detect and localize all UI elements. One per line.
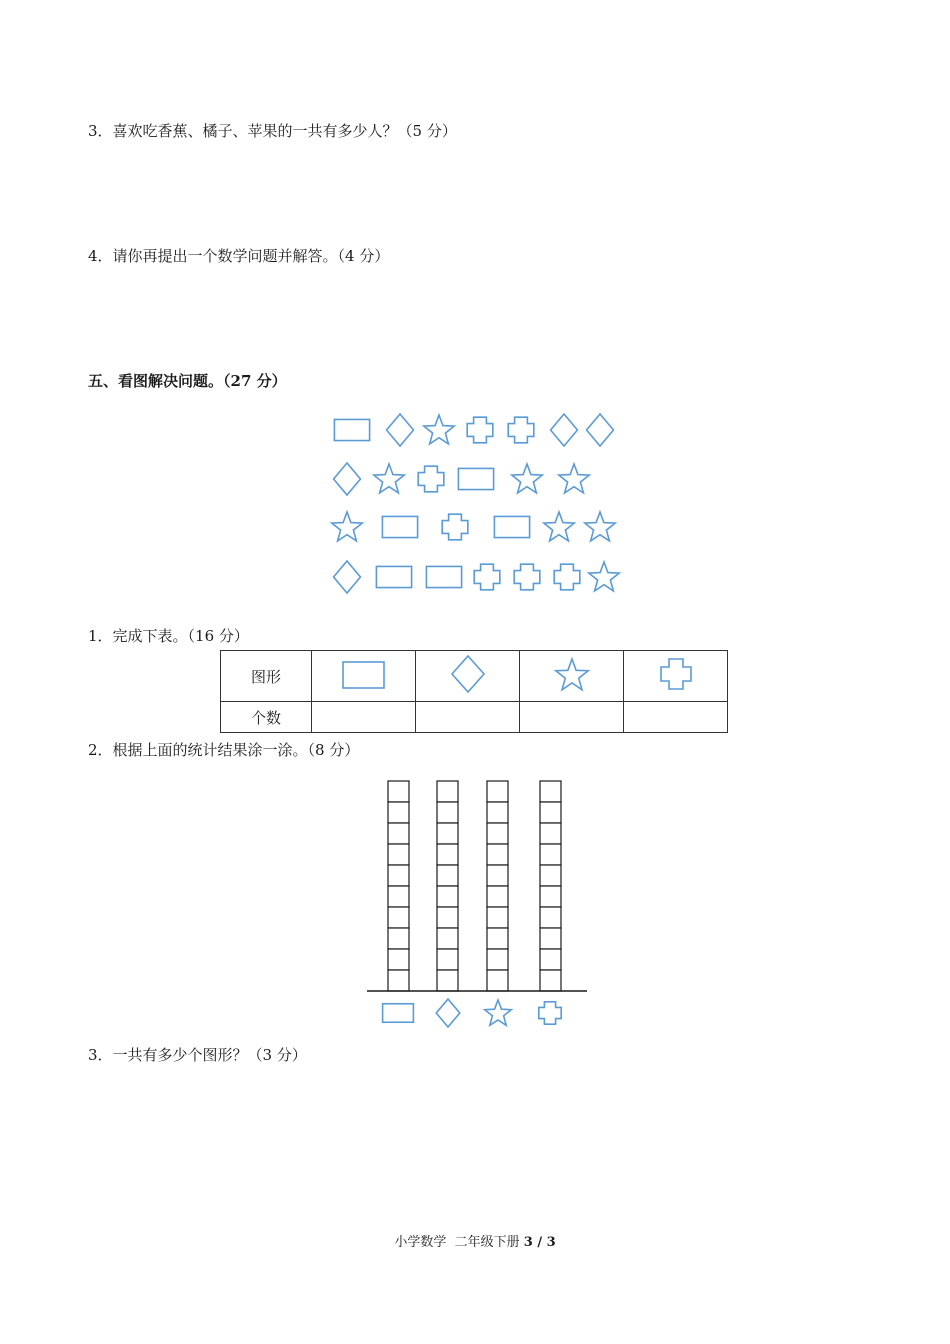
footer-subject: 小学数学: [394, 1235, 447, 1250]
bar-grid-cell[interactable]: [437, 865, 458, 886]
bar-grid-cell[interactable]: [487, 823, 508, 844]
bar-grid-cell[interactable]: [487, 781, 508, 802]
bar-grid-cell[interactable]: [388, 928, 409, 949]
bar-grid-cell[interactable]: [540, 844, 561, 865]
bar-grid-cell[interactable]: [388, 886, 409, 907]
bar-grid-cell[interactable]: [487, 844, 508, 865]
bar-grid-cell[interactable]: [388, 802, 409, 823]
bar-grid-cell[interactable]: [487, 949, 508, 970]
bar-grid-cell[interactable]: [437, 928, 458, 949]
subquestion-3-text: 3．一共有多少个图形？（3 分）: [88, 1046, 307, 1064]
subquestion-2-text: 2．根据上面的统计结果涂一涂。（8 分）: [88, 741, 360, 759]
bar-grid-cell[interactable]: [388, 970, 409, 991]
cross-icon: [539, 1002, 561, 1024]
bar-grid-cell[interactable]: [437, 886, 458, 907]
bar-grid-cell[interactable]: [540, 781, 561, 802]
bar-grid-cell[interactable]: [540, 823, 561, 844]
subquestion-1-text: 1．完成下表。（16 分）: [88, 627, 249, 645]
bar-grid-cell[interactable]: [388, 781, 409, 802]
bar-grid-cell[interactable]: [540, 949, 561, 970]
bar-grid-cell[interactable]: [437, 970, 458, 991]
bar-grid-cell[interactable]: [487, 928, 508, 949]
footer-page-number: 3 / 3: [523, 1235, 556, 1250]
table-row-label-count: 个数: [221, 702, 312, 733]
section-5-title: 五、看图解决问题。（27 分）: [88, 372, 287, 390]
bar-grid-cell[interactable]: [540, 970, 561, 991]
footer-grade: 二年级下册: [454, 1235, 520, 1250]
diamond-icon: [436, 999, 460, 1027]
bar-grid-cell[interactable]: [437, 823, 458, 844]
bar-grid-cell[interactable]: [540, 907, 561, 928]
bar-grid-cell[interactable]: [388, 865, 409, 886]
question-3-text: 3．喜欢吃香蕉、橘子、苹果的一共有多少人？（5 分）: [88, 122, 457, 140]
bar-grid-cell[interactable]: [437, 907, 458, 928]
bar-grid-cell[interactable]: [437, 949, 458, 970]
bar-grid-cell[interactable]: [540, 928, 561, 949]
bar-grid-cell[interactable]: [437, 802, 458, 823]
bar-grid-cell[interactable]: [540, 802, 561, 823]
bar-grid-cell[interactable]: [487, 907, 508, 928]
rectangle-icon: [383, 1004, 414, 1022]
bar-grid-cell[interactable]: [388, 907, 409, 928]
star-icon: [485, 1000, 512, 1025]
bar-grid-cell[interactable]: [388, 949, 409, 970]
bar-grid-cell[interactable]: [487, 970, 508, 991]
table-row-label-shape: 图形: [221, 651, 312, 702]
page-footer: [0, 1231, 950, 1250]
bar-grid-cell[interactable]: [487, 802, 508, 823]
bar-grid-cell[interactable]: [388, 844, 409, 865]
bar-grid-cell[interactable]: [487, 886, 508, 907]
bar-grid-cell[interactable]: [437, 781, 458, 802]
bar-grid-cell[interactable]: [540, 865, 561, 886]
question-4-text: 4．请你再提出一个数学问题并解答。（4 分）: [88, 247, 390, 265]
bar-grid-cell[interactable]: [487, 865, 508, 886]
bar-grid-cell[interactable]: [437, 844, 458, 865]
bar-grid-cell[interactable]: [540, 886, 561, 907]
bar-grid-cell[interactable]: [388, 823, 409, 844]
